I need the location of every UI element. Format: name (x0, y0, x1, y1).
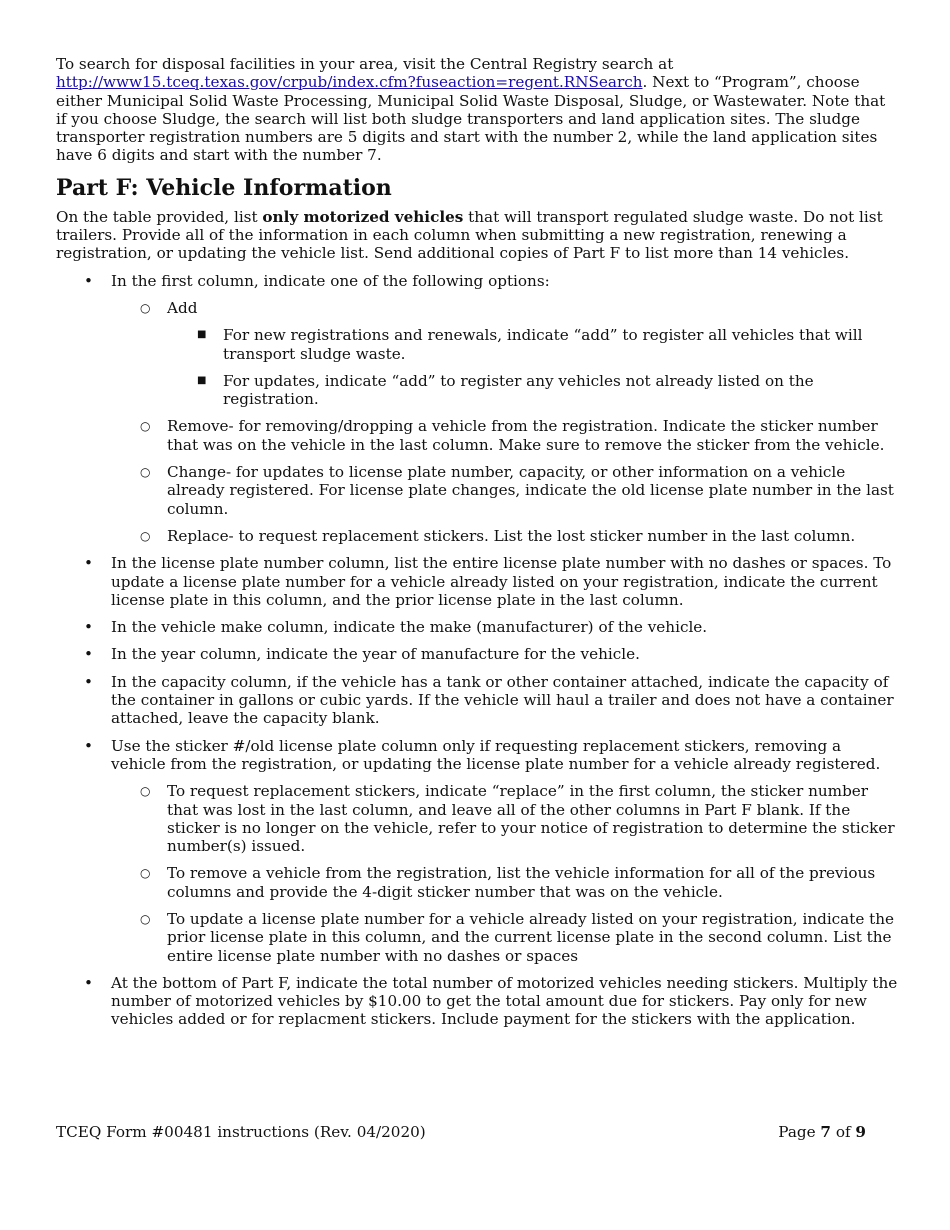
bullet-dot: • (84, 271, 93, 290)
list-item-text: Change- for updates to license plate number, capacity, or other information on a vehicle already registered. For license plate changes, indicate the old license plate number in the last column. (167, 463, 894, 518)
list-item-text: To remove a vehicle from the registration, list the vehicle information for all of the previous columns and provide the 4-digit sticker number that was on the vehicle. (167, 864, 876, 901)
list-item-text: For updates, indicate “add” to register any vehicles not already listed on the registration. (223, 371, 814, 409)
list-item-text: In the vehicle make column, indicate the make (manufacturer) of the vehicle. (111, 618, 708, 637)
paragraph-bold: only motorized vehicles (262, 207, 464, 226)
section-heading: Part F: Vehicle Information (56, 174, 392, 201)
list-item (56, 618, 898, 636)
list-item-text: At the bottom of Part F, indicate the total number of motorized vehicles needing stickers. Multiply the number of motorized vehicles by $10.00 to get the total amount due for stickers. Pay only for new vehicles added or for replacment stickers. Include payment for the stickers with the application. (111, 973, 898, 1029)
list-item-text: To request replacement stickers, indicate “replace” in the first column, the sticker number that was lost in the last column, and leave all of the other columns in Part F blank. If the sticker is no longer on the vehicle, refer to your notice of registration to determine the sticker number(s) issued. (167, 782, 895, 856)
section-paragraph (56, 208, 898, 263)
intro-text-2: . Next to “Program”, choose either Municipal Solid Waste Processing, Municipal Solid Waste Disposal, Sludge, or Wastewater. Note that if you choose Sludge, the search will list both sludge transporters and land application sites. The sludge transporter registration numbers are 5 digits and start with the number 2, while the land application sites have 6 digits and start with the number 7. (56, 73, 886, 165)
list-item-text: In the capacity column, if the vehicle has a tank or other container attached, indicate the capacity of the container in gallons or cubic yards. If the vehicle will haul a trailer and does not have a container attached, leave the capacity blank. (111, 672, 894, 728)
list-item-text: Replace- to request replacement stickers. List the lost sticker number in the last column. (167, 526, 856, 545)
bullet-dot: • (84, 736, 93, 755)
list-item (56, 463, 898, 518)
list-item (56, 326, 898, 363)
list-item (56, 554, 898, 609)
bullet-circle: ○ (140, 784, 151, 799)
list-item (56, 782, 898, 855)
bullet-dot: • (84, 618, 93, 637)
bullet-dot: • (84, 645, 93, 664)
page-prefix: Page (778, 1123, 821, 1141)
list-item (56, 974, 898, 1029)
document-body (56, 55, 898, 1029)
bullet-circle: ○ (140, 465, 151, 480)
intro-paragraph (56, 55, 898, 165)
bullet-dot: • (84, 554, 93, 573)
paragraph-text-1: On the table provided, list (56, 207, 263, 226)
bullet-circle: ○ (140, 528, 151, 543)
list-item-text: Remove- for removing/dropping a vehicle from the registration. Indicate the sticker number that was on the vehicle in the last column. Make sure to remove the sticker from the vehicle. (167, 417, 885, 454)
list-item-text: In the first column, indicate one of the following options: (111, 271, 550, 290)
form-identifier: TCEQ Form #00481 instructions (Rev. 04/2020) (56, 1123, 426, 1141)
bullet-circle: ○ (140, 300, 151, 315)
bullet-circle: ○ (140, 419, 151, 434)
bullet-dot: • (84, 973, 93, 992)
paragraph-text-2: that will transport regulated sludge waste. Do not list trailers. Provide all of the information in each column when submitting a new registration, renewing a registration, or updating the vehicle list. Send additional copies of Part F to list more than 14 vehicles. (56, 207, 883, 263)
list-item-text: For new registrations and renewals, indicate “add” to register all vehicles that will transport sludge waste. (223, 326, 863, 363)
list-item (56, 910, 898, 965)
page-of: of (831, 1123, 856, 1141)
total-pages: 9 (855, 1123, 866, 1141)
list-item-text: Use the sticker #/old license plate column only if requesting replacement stickers, removing a vehicle from the registration, or updating the license plate number for a vehicle already registered. (111, 736, 881, 773)
bullet-circle: ○ (140, 866, 151, 881)
intro-text-1: To search for disposal facilities in your area, visit the Central Registry search at (56, 55, 674, 73)
list-item (56, 673, 898, 728)
list-item-text: To update a license plate number for a vehicle already listed on your registration, indicate the prior license plate in this column, and the current license plate in the second column. List the entire license plate number with no dashes or spaces (167, 909, 895, 965)
list-item-text: Add (167, 298, 198, 317)
list-item (56, 527, 898, 545)
bullet-square: ■ (197, 329, 207, 341)
list-item (56, 417, 898, 454)
list-item (56, 372, 898, 409)
list-item (56, 737, 898, 774)
central-registry-link[interactable]: http://www15.tceq.texas.gov/crpub/index.cfm?fuseaction=regent.RNSearch (56, 73, 643, 92)
list-item (56, 299, 898, 317)
list-item (56, 645, 898, 663)
page-number (778, 1123, 866, 1141)
list-item (56, 272, 898, 290)
bullet-square: ■ (197, 374, 207, 386)
list-item-text: In the year column, indicate the year of manufacture for the vehicle. (111, 645, 640, 664)
list-item (56, 864, 898, 901)
bullet-circle: ○ (140, 911, 151, 926)
list-item-text: In the license plate number column, list the entire license plate number with no dashes or spaces. To update a license plate number for a vehicle already listed on your registration, indicate the current license plate in this column, and the prior license plate in the last column. (111, 554, 892, 609)
instruction-list (56, 272, 898, 1029)
bullet-dot: • (84, 672, 93, 691)
current-page: 7 (820, 1123, 831, 1141)
